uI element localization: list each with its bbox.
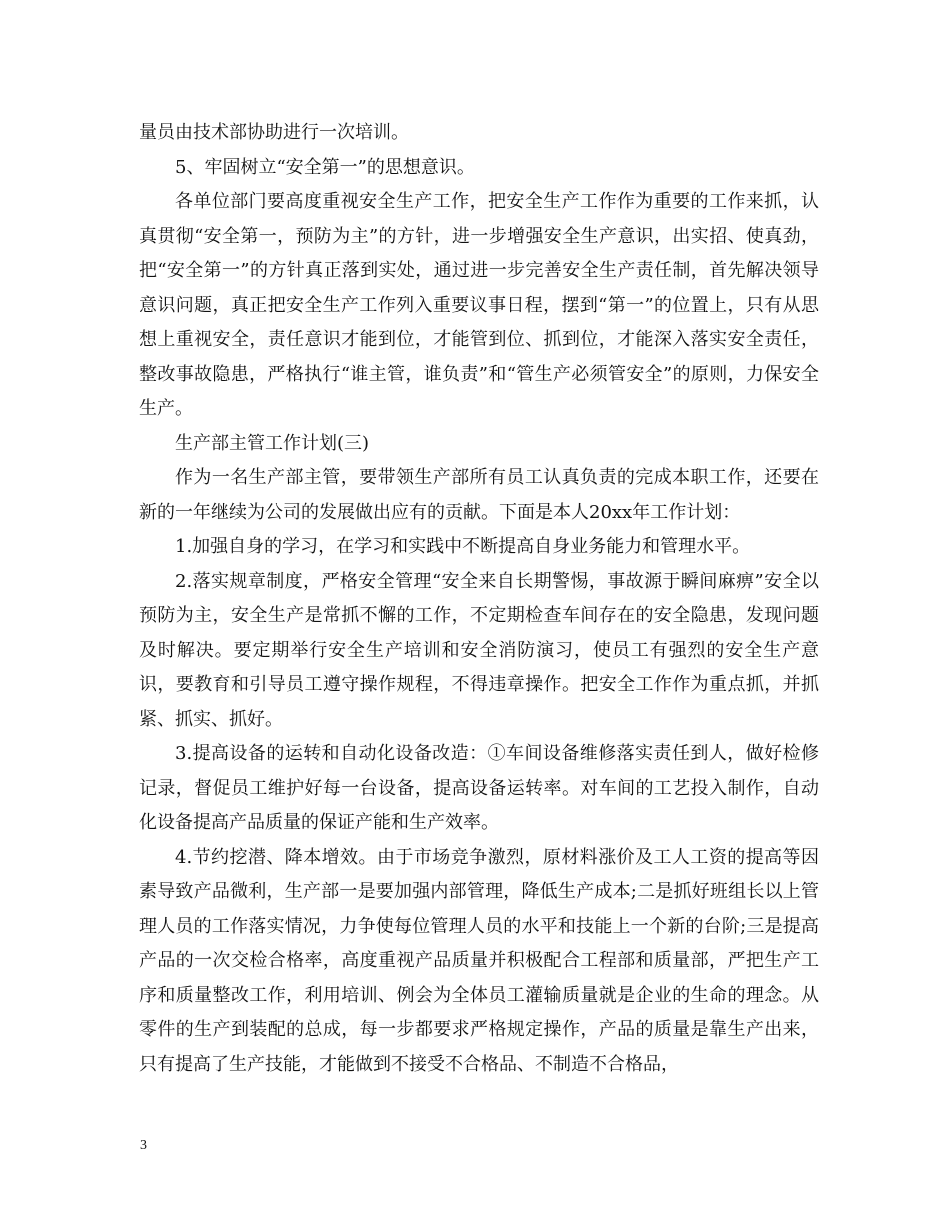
paragraph-2: 5、牢固树立“安全第一”的思想意识。 [175, 156, 475, 178]
document-body [139, 116, 819, 1082]
paragraph-5: 作为一名生产部主管，要带领生产部所有员工认真负责的完成本职工作，还要在新的一年继续为公司的发展做出应有的贡献。下面是本人20xx年工作计划： [139, 467, 819, 523]
paragraph-6: 1.加强自身的学习，在学习和实践中不断提高自身业务能力和管理水平。 [175, 536, 751, 557]
section-heading: 生产部主管工作计划(三) [175, 432, 370, 454]
page-number: 3 [140, 1138, 147, 1153]
paragraph-1: 量员由技术部协助进行一次培训。 [139, 122, 409, 143]
paragraph-7: 2.落实规章制度，严格安全管理“安全来自长期警惕，事故源于瞬间麻痹”安全以预防为主，安全生产是常抓不懈的工作，不定期检查车间存在的安全隐患，发现问题及时解决。要定期举行安全生产培训和安全消防演习，使员工有强烈的安全生产意识，要教育和引导员工遵守操作规程，不得违章操作。把安全工作作为重点抓，并抓紧、抓实、抓好。 [139, 570, 819, 730]
paragraph-9: 4.节约挖潜、降本增效。由于市场竞争激烈，原材料涨价及工人工资的提高等因素导致产品微利，生产部一是要加强内部管理，降低生产成本;二是抓好班组长以上管理人员的工作落实情况，力争使每位管理人员的水平和技能上一个新的台阶;三是提高产品的一次交检合格率，高度重视产品质量并积极配合工程部和质量部，严把生产工序和质量整改工作，利用培训、例会为全体员工灌输质量就是企业的生命的理念。从零件的生产到装配的总成，每一步都要求严格规定操作，产品的质量是靠生产出来，只有提高了生产技能，才能做到不接受不合格品、不制造不合格品， [139, 846, 819, 1075]
paragraph-3: 各单位部门要高度重视安全生产工作，把安全生产工作作为重要的工作来抓，认真贯彻“安全第一，预防为主”的方针，进一步增强安全生产意识，出实招、使真劲，把“安全第一”的方针真正落到实处，通过进一步完善安全生产责任制，首先解决领导意识问题，真正把安全生产工作列入重要议事日程，摆到“第一”的位置上，只有从思想上重视安全，责任意识才能到位，才能管到位、抓到位，才能深入落实安全责任，整改事故隐患，严格执行“谁主管，谁负责”和“管生产必须管安全”的原则，力保安全生产。 [139, 191, 819, 419]
paragraph-8: 3.提高设备的运转和自动化设备改造：①车间设备维修落实责任到人，做好检修记录，督促员工维护好每一台设备，提高设备运转率。对车间的工艺投入制作，自动化设备提高产品质量的保证产能和生产效率。 [139, 743, 819, 833]
